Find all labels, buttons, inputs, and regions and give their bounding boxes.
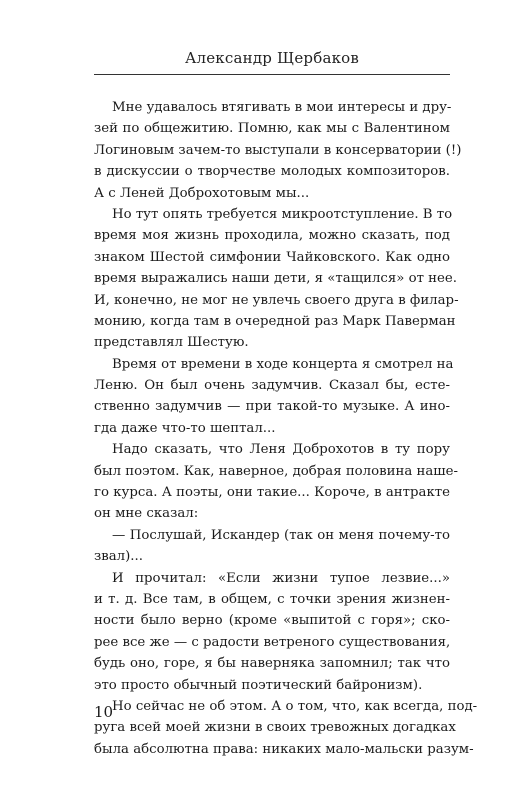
text-line: в дискуссии о творчестве молодых композиторов. xyxy=(94,164,450,180)
text-line: зей по общежитию. Помню, как мы с Валентином xyxy=(94,121,450,137)
body-text xyxy=(94,97,478,760)
header-rule xyxy=(94,74,450,75)
running-head: Александр Щербаков xyxy=(184,49,360,67)
text-line: Мне удавалось втягивать в мои интересы и дру- xyxy=(112,100,452,115)
paragraph xyxy=(94,568,450,696)
text-line: Но сейчас не об этом. А о том, что, как всегда, под- xyxy=(112,698,478,714)
paragraph xyxy=(94,354,454,440)
text-line: знаком Шестой симфонии Чайковского. Как одно xyxy=(94,249,450,265)
text-line: рее все же — с радости ветреного существования, xyxy=(94,634,451,650)
text-line: го курса. А поэты, они такие... Короче, в антракте xyxy=(94,485,450,501)
text-line: представлял Шестую. xyxy=(94,335,249,351)
text-line: была абсолютна права: никаких мало-мальски разум- xyxy=(94,741,474,757)
paragraph xyxy=(94,696,478,760)
text-line: будь оно, горе, я бы наверняка запомнил; так что xyxy=(94,656,450,672)
text-line: — Послушай, Искандер (так он меня почему-то xyxy=(112,527,450,543)
text-line: время моя жизнь проходила, можно сказать, под xyxy=(94,228,450,244)
text-line: и т. д. Все там, в общем, с точки зрения жизнен- xyxy=(94,591,450,607)
text-line: А с Леней Доброхотовым мы... xyxy=(94,185,310,201)
text-line: был поэтом. Как, наверное, добрая половина наше- xyxy=(94,463,459,479)
text-line: гда даже что-то шептал... xyxy=(94,420,276,436)
text-line: Время от времени в ходе концерта я смотрел на xyxy=(112,356,454,372)
paragraph xyxy=(94,439,459,525)
text-line: И, конечно, не мог не увлечь своего друга в филар- xyxy=(94,292,459,308)
text-line: монию, когда там в очередной раз Марк Паверман xyxy=(94,313,456,329)
text-line: Логиновым зачем-то выступали в консерватории (!) xyxy=(94,142,462,158)
text-line: руга всей моей жизни в своих тревожных догадках xyxy=(94,720,456,736)
paragraph xyxy=(94,97,462,204)
text-line: ности было верно (кроме «выпитой с горя»; ско- xyxy=(94,613,450,629)
paragraph xyxy=(94,525,450,568)
text-line: Но тут опять требуется микроотступление. В то xyxy=(112,206,453,222)
paragraph xyxy=(94,204,459,354)
text-line: это просто обычный поэтический байронизм). xyxy=(94,677,423,693)
text-line: Надо сказать, что Леня Доброхотов в ту пору xyxy=(112,442,450,458)
text-line: он мне сказал: xyxy=(94,506,199,522)
text-line: И прочитал: «Если жизни тупое лезвие...» xyxy=(112,570,450,586)
text-line: время выражались наши дети, я «тащился» от нее. xyxy=(94,271,458,287)
text-line: ственно задумчив — при такой-то музыке. А ино- xyxy=(94,399,450,415)
page-number: 10 xyxy=(94,703,114,721)
text-line: Леню. Он был очень задумчив. Сказал бы, есте- xyxy=(94,378,450,394)
text-line: звал)... xyxy=(94,549,143,565)
